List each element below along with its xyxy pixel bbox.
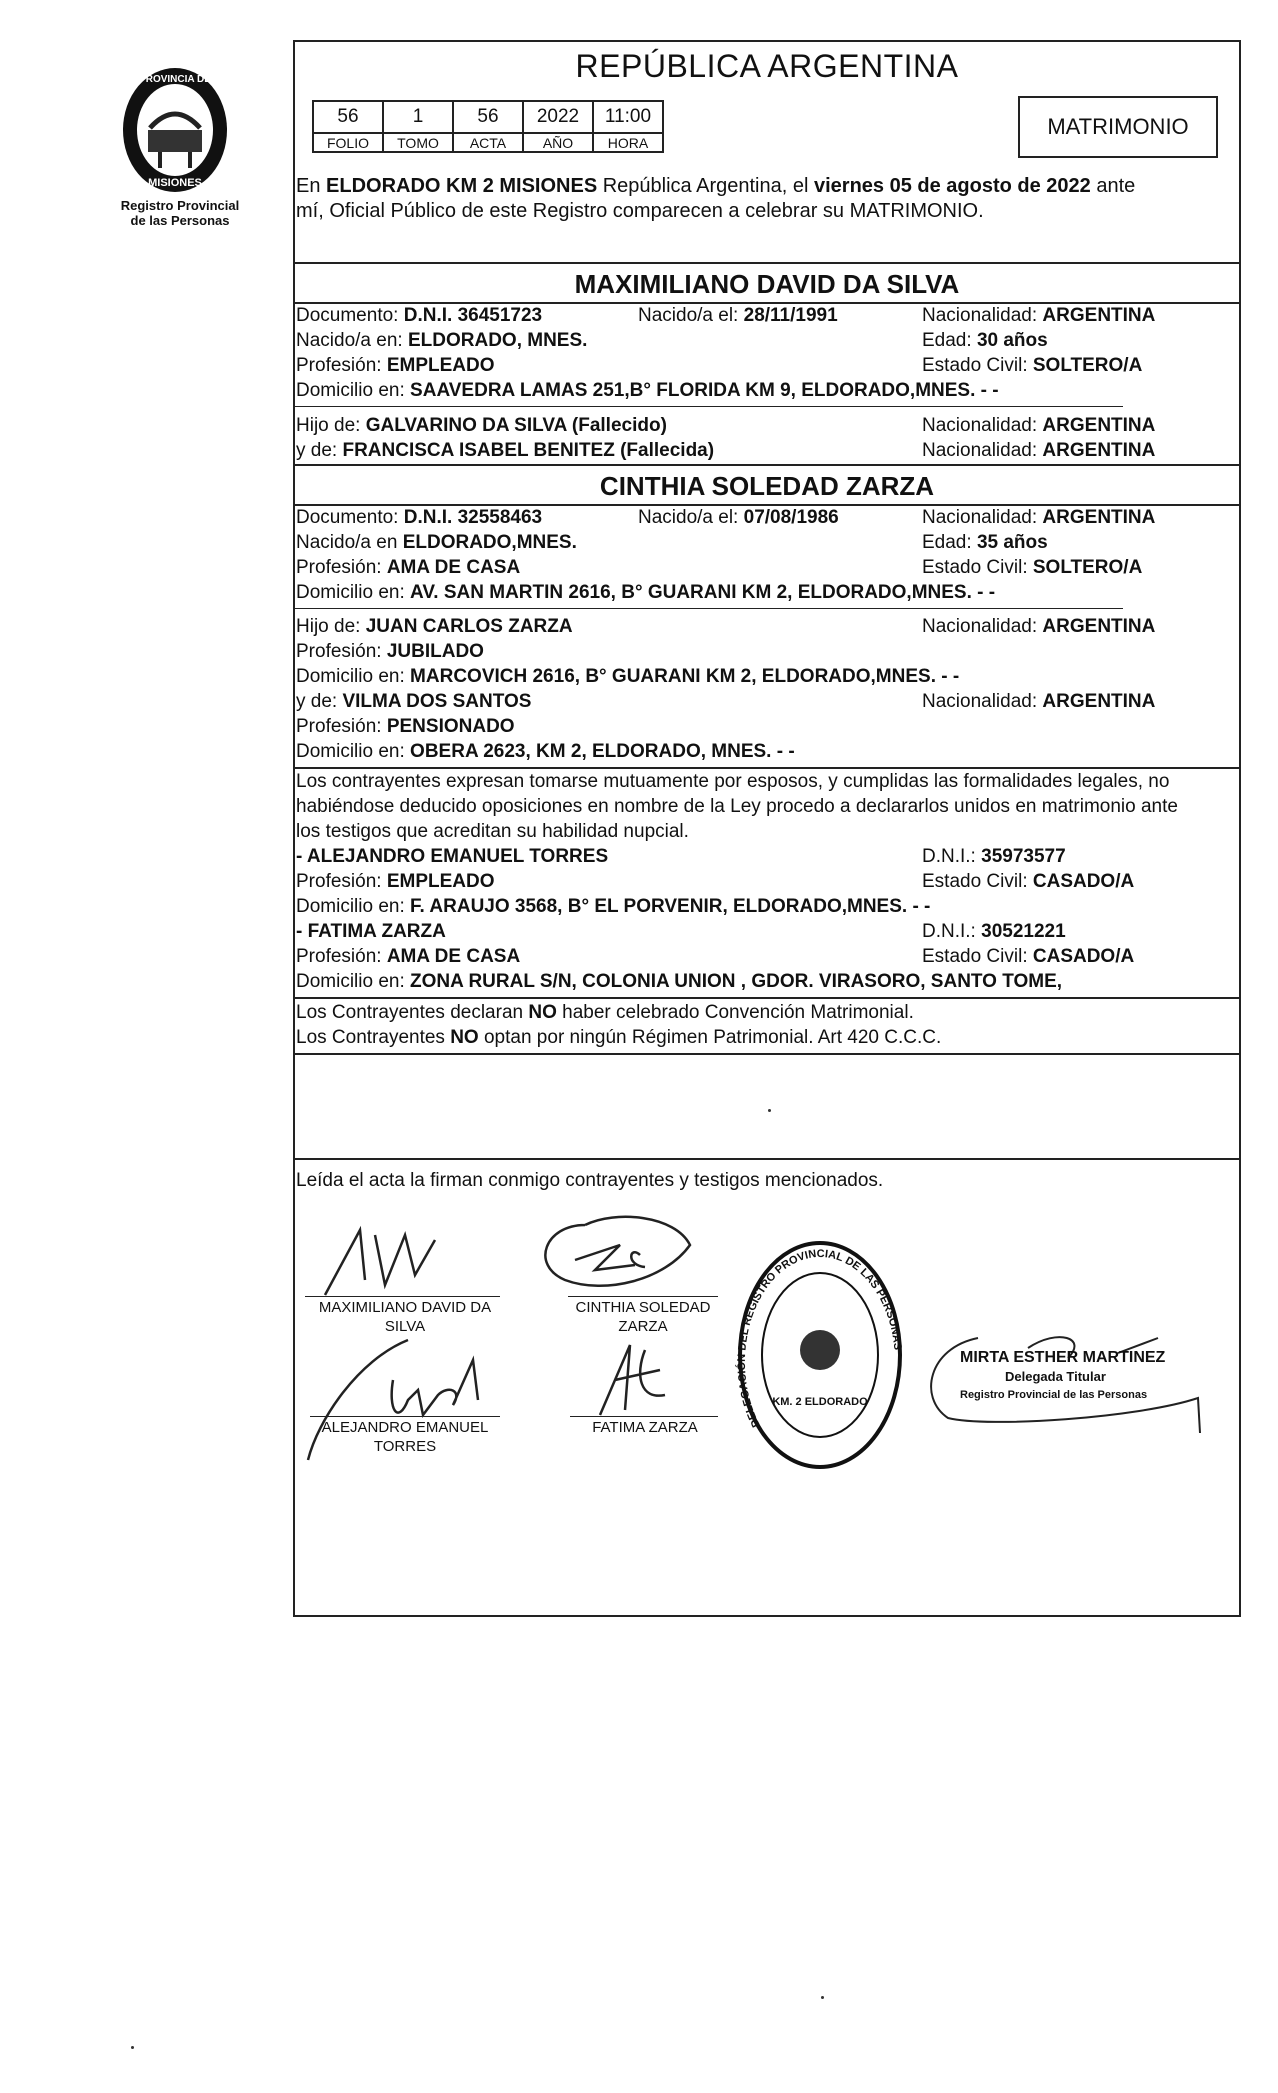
signature-line [310, 1416, 500, 1417]
reading-statement: Leída el acta la firman conmigo contrayentes y testigos mencionados. [296, 1170, 884, 1191]
logo-ring-bottom: MISIONES [148, 177, 202, 189]
declaration-line-1: Los contrayentes expresan tomarse mutuamente por esposos, y cumplidas las formalidades legales, no [296, 771, 1170, 792]
witness-2-dni: D.N.I.: 30521221 [922, 921, 1066, 942]
divider [293, 464, 1241, 466]
hour-label: HORA [593, 133, 663, 152]
speck [131, 2046, 134, 2049]
bride-father-address: Domicilio en: MARCOVICH 2616, B° GUARANI KM 2, ELDORADO,MNES. - - [296, 666, 960, 687]
intro-line-1: En ELDORADO KM 2 MISIONES República Argentina, el viernes 05 de agosto de 2022 ante [296, 175, 1136, 197]
document-title: REPÚBLICA ARGENTINA [575, 48, 959, 84]
bride-mother-nationality: Nacionalidad: ARGENTINA [922, 691, 1156, 712]
groom-born-in: Nacido/a en: ELDORADO, MNES. [296, 330, 588, 351]
groom-signature [305, 1215, 505, 1300]
groom-name: MAXIMILIANO DAVID DA SILVA [574, 269, 960, 299]
logo-caption: Registro Provincial de las Personas [120, 198, 240, 228]
bride-address: Domicilio en: AV. SAN MARTIN 2616, B° GUARANI KM 2, ELDORADO,MNES. - - [296, 582, 996, 603]
speck [768, 1109, 771, 1112]
witness-1-dni: D.N.I.: 35973577 [922, 846, 1066, 867]
signature-line [568, 1296, 718, 1297]
groom-age: Edad: 30 años [922, 330, 1048, 351]
folio-label: FOLIO [313, 133, 383, 152]
divider [293, 1053, 1241, 1055]
declaration-line-2: habiéndose deducido oposiciones en nombre de la Ley procedo a declararlos unidos en matrimonio ante [296, 796, 1178, 817]
province-logo [110, 60, 240, 200]
witness-1-name: - ALEJANDRO EMANUEL TORRES [296, 846, 609, 867]
bride-civil-status: Estado Civil: SOLTERO/A [922, 557, 1143, 578]
divider [293, 406, 1123, 407]
year-label: AÑO [523, 133, 593, 152]
witness-1-address: Domicilio en: F. ARAUJO 3568, B° EL PORVENIR, ELDORADO,MNES. - - [296, 896, 931, 917]
groom-father: Hijo de: GALVARINO DA SILVA (Fallecido) [296, 415, 667, 436]
hour-value: 11:00 [593, 101, 663, 133]
divider [293, 302, 1241, 304]
acta-value: 56 [453, 101, 523, 133]
registry-table [312, 100, 664, 153]
declaration-line-3: los testigos que acreditan su habilidad nupcial. [296, 821, 689, 842]
witness-1-signature-label: ALEJANDRO EMANUEL TORRES [321, 1419, 489, 1455]
intro-line-2: mí, Oficial Público de este Registro comparecen a celebrar su MATRIMONIO. [296, 200, 984, 222]
bride-signature-label: CINTHIA SOLEDAD ZARZA [575, 1299, 711, 1335]
bride-signature [525, 1205, 705, 1300]
groom-profession: Profesión: EMPLEADO [296, 355, 495, 376]
bride-nationality: Nacionalidad: ARGENTINA [922, 507, 1156, 528]
bride-mother-profession: Profesión: PENSIONADO [296, 716, 515, 737]
logo-ring-top: PROVINCIA DE [139, 74, 211, 85]
bride-mother-address: Domicilio en: OBERA 2623, KM 2, ELDORADO, MNES. - - [296, 741, 795, 762]
acta-label: ACTA [453, 133, 523, 152]
stamp-ring-text: DELEGACIÓN DEL REGISTRO PROVINCIAL DE LAS PERSONAS [735, 1247, 904, 1430]
divider [293, 1158, 1241, 1160]
groom-father-nationality: Nacionalidad: ARGENTINA [922, 415, 1156, 436]
groom-nationality: Nacionalidad: ARGENTINA [922, 305, 1156, 326]
groom-mother-nationality: Nacionalidad: ARGENTINA [922, 440, 1156, 461]
bride-birth: Nacido/a el: 07/08/1986 [638, 507, 839, 528]
witness-2-civil-status: Estado Civil: CASADO/A [922, 946, 1135, 967]
signature-line [570, 1416, 718, 1417]
bride-doc: Documento: D.N.I. 32558463 [296, 507, 543, 528]
bride-name: CINTHIA SOLEDAD ZARZA [599, 471, 935, 501]
groom-doc: Documento: D.N.I. 36451723 [296, 305, 543, 326]
groom-signature-label: MAXIMILIANO DAVID DA SILVA [318, 1299, 492, 1335]
bride-father: Hijo de: JUAN CARLOS ZARZA [296, 616, 573, 637]
witness-2-signature-label: FATIMA ZARZA [592, 1419, 698, 1436]
divider [293, 767, 1241, 769]
witness-2-name: - FATIMA ZARZA [296, 921, 446, 942]
tomo-value: 1 [383, 101, 453, 133]
tomo-label: TOMO [383, 133, 453, 152]
divider [293, 997, 1241, 999]
signature-line [305, 1296, 500, 1297]
folio-value: 56 [313, 101, 383, 133]
groom-mother: y de: FRANCISCA ISABEL BENITEZ (Fallecida) [296, 440, 715, 461]
witness-1-civil-status: Estado Civil: CASADO/A [922, 871, 1135, 892]
official-stamp [730, 1230, 910, 1480]
stamp-center-text: KM. 2 ELDORADO [772, 1396, 868, 1408]
groom-birth: Nacido/a el: 28/11/1991 [638, 305, 838, 326]
bride-profession: Profesión: AMA DE CASA [296, 557, 521, 578]
year-value: 2022 [523, 101, 593, 133]
witness-2-profession: Profesión: AMA DE CASA [296, 946, 521, 967]
bride-mother: y de: VILMA DOS SANTOS [296, 691, 532, 712]
divider [293, 262, 1241, 264]
speck [821, 1996, 824, 1999]
groom-address: Domicilio en: SAAVEDRA LAMAS 251,B° FLORIDA KM 9, ELDORADO,MNES. - - [296, 380, 999, 401]
note-convention: Los Contrayentes declaran NO haber celebrado Convención Matrimonial. [296, 1002, 914, 1023]
bride-father-nationality: Nacionalidad: ARGENTINA [922, 616, 1156, 637]
witness-1-profession: Profesión: EMPLEADO [296, 871, 495, 892]
witness-2-signature [585, 1335, 695, 1425]
divider [293, 504, 1241, 506]
groom-civil-status: Estado Civil: SOLTERO/A [922, 355, 1143, 376]
bride-age: Edad: 35 años [922, 532, 1048, 553]
divider [293, 608, 1123, 609]
bride-born-in: Nacido/a en ELDORADO,MNES. [296, 532, 577, 553]
official-signature-label: MIRTA ESTHER MARTINEZ Delegada Titular Registro Provincial de las Personas [960, 1349, 1166, 1401]
witness-2-address: Domicilio en: ZONA RURAL S/N, COLONIA UNION , GDOR. VIRASORO, SANTO TOME, [296, 971, 1063, 992]
act-type-box: MATRIMONIO [1018, 96, 1218, 158]
bride-father-profession: Profesión: JUBILADO [296, 641, 484, 662]
note-regime: Los Contrayentes NO optan por ningún Régimen Patrimonial. Art 420 C.C.C. [296, 1027, 942, 1048]
